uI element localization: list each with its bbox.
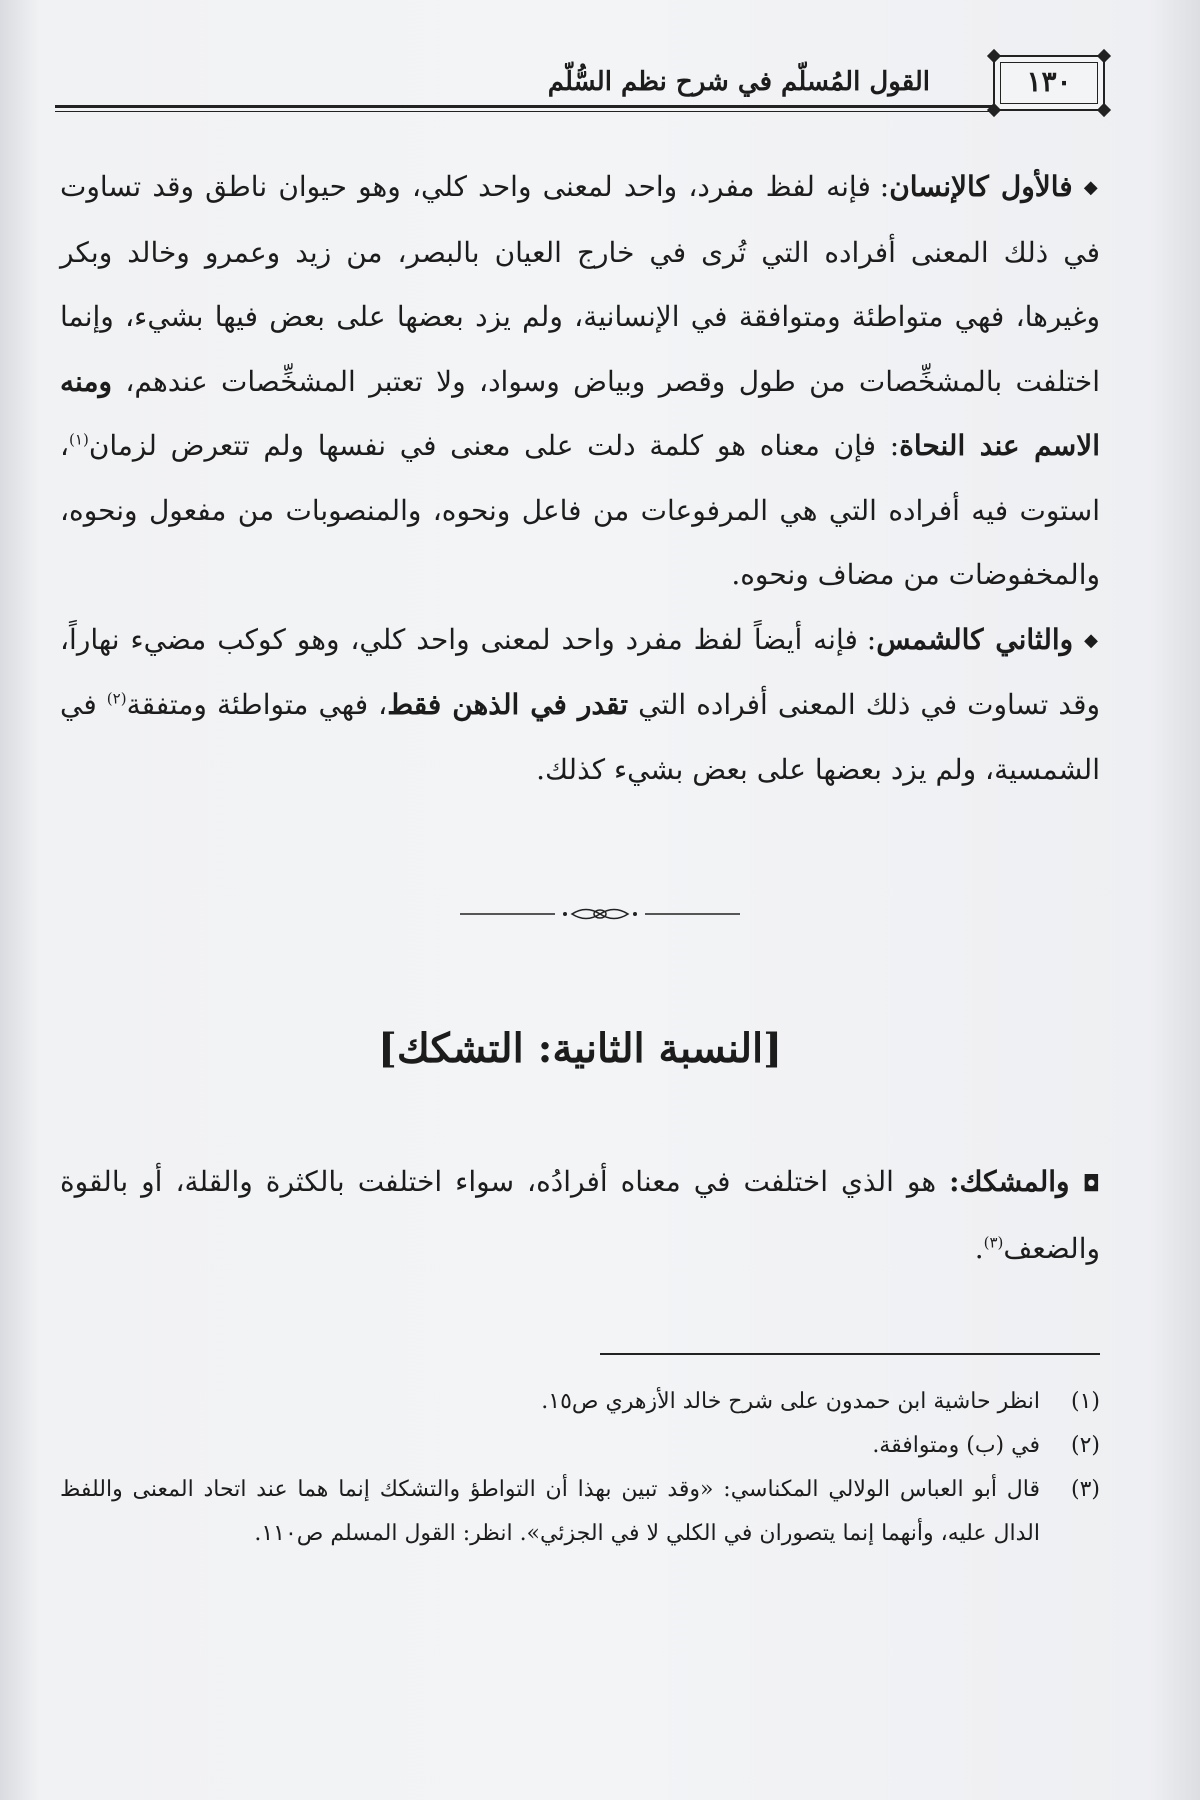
paragraph-first-example <box>60 155 1100 608</box>
bold-phrase: تقدر في الذهن فقط <box>387 688 629 721</box>
footnote-ref-1: (١) <box>69 430 89 449</box>
paragraph-text: : فإن معناه هو كلمة دلت على معنى في نفسها ولم تتعرض لزمان <box>88 429 900 462</box>
page-number-frame <box>993 55 1105 111</box>
section-heading: [النسبة الثانية: التشكك] <box>377 1025 783 1072</box>
definition-paragraph <box>60 1150 1100 1281</box>
footnote-text: انظر حاشية ابن حمدون على شرح خالد الأزهري ص١٥. <box>541 1389 1040 1414</box>
diamond-bullet-icon: ◆ <box>1084 629 1100 651</box>
running-header <box>55 55 1105 117</box>
paragraph-text: ، فهي متواطئة ومتفقة <box>126 688 388 721</box>
definition-marker-icon: ◘ <box>1082 1172 1100 1197</box>
frame-corner-ornament <box>1097 49 1111 63</box>
paragraph-second-example <box>60 608 1100 803</box>
diamond-bullet-icon: ◆ <box>1083 177 1101 198</box>
footnote-ref-3: (٣) <box>983 1233 1004 1252</box>
example-lead: فالأول كالإنسان <box>889 170 1073 203</box>
footnote-item <box>60 1424 1100 1468</box>
definition-term: والمشكك: <box>949 1165 1070 1198</box>
footnote-text: في (ب) ومتوافقة. <box>872 1433 1040 1458</box>
definition-text: هو الذي اختلفت في معناه أفرادُه، سواء اختلفت بالكثرة والقلة، أو بالقوة والضعف <box>60 1165 1100 1265</box>
example-lead: والثاني كالشمس <box>876 622 1074 656</box>
footnote-number: (١) <box>1070 1389 1100 1414</box>
frame-corner-ornament <box>1097 103 1111 117</box>
footnotes <box>60 1380 1100 1556</box>
footnote-number: (٢) <box>1070 1433 1100 1458</box>
frame-corner-ornament <box>987 49 1001 63</box>
footnote-number: (٣) <box>1070 1477 1100 1502</box>
footnote-text: قال أبو العباس الولالي المكناسي: «وقد تبين بهذا أن التواطؤ والتشكك إنما هما عند اتحاد المعنى واللفظ الدال عليه، وأنهما إنما يتصوران في الكلي لا في الجزئي». انظر: القول المسلم ص١١٠. <box>60 1477 1040 1546</box>
main-text <box>60 155 1100 802</box>
footnote-separator <box>600 1353 1100 1355</box>
footnote-item <box>60 1468 1100 1556</box>
page-number: ١٣٠ <box>1026 65 1072 98</box>
paragraph-text: في الشمسية، ولم يزد بعضها على بعض بشيء كذلك. <box>60 688 1100 786</box>
paragraph-text: : فإنه لفظ مفرد، واحد لمعنى واحد كلي، وهو حيوان ناطق وقد تساوت في ذلك المعنى أفراده التي تُرى في خارج العيان بالبصر، من زيد وعمرو وخالد وبكر وغيرها، فهي متواطئة ومتوافقة في الإنسانية، ولم يزد بعضها على بعض فيها بشيء، وإنما اختلفت بالمشخِّصات من طول وقصر وبياض وسواد، ولا تعتبر المشخِّصات عندهم، <box>60 170 1100 398</box>
definition-end: . <box>974 1232 984 1265</box>
footnote-item <box>60 1380 1100 1424</box>
bold-phrase: ومنه الاسم عند النحاة <box>60 364 1100 462</box>
footnote-ref-2: (٢) <box>106 689 127 708</box>
paragraph-text: : فإنه أيضاً لفظ مفرد واحد لمعنى واحد كلي، وهو كوكب مضيء نهاراً، وقد تساوت في ذلك المعنى أفراده التي <box>60 622 1100 721</box>
paragraph-text: ، استوت فيه أفراده التي هي المرفوعات من فاعل ونحوه، والمنصوبات من مفعول ونحوه، والمخفوضات من مضاف ونحوه. <box>60 429 1100 591</box>
header-rule <box>55 105 993 108</box>
book-title: القول المُسلّم في شرح نظم السُّلّم <box>547 67 930 97</box>
ornament-divider-icon <box>460 903 740 925</box>
